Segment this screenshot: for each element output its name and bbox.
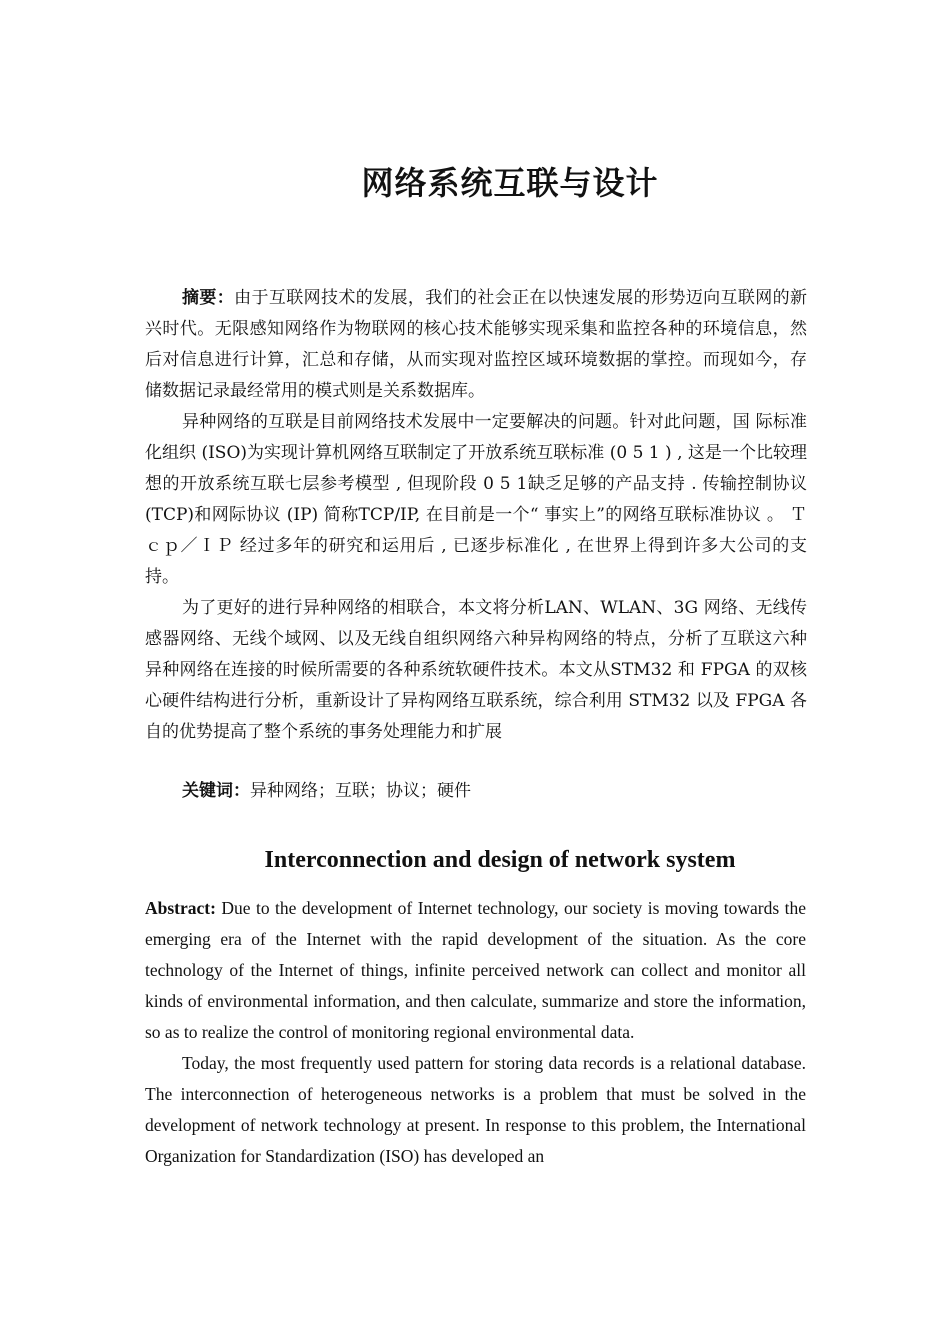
chinese-title: 网络系统互联与设计 xyxy=(361,164,659,202)
chinese-abstract xyxy=(145,283,807,748)
english-abstract-text-1: Due to the development of Internet technology, our society is moving towards the emerging era of the Internet with the rapid development of the situation. As the core technology of the Internet of things, infinite perceived network can collect and monitor all kinds of environmental information, and then calculate, summarize and store the information, so as to realize the control of monitoring regional environmental data. xyxy=(145,898,806,1042)
chinese-abstract-paragraph-1 xyxy=(145,283,807,407)
english-abstract xyxy=(145,893,806,1172)
keywords-text-cn: 异种网络；互联；协议；硬件 xyxy=(250,781,471,801)
english-title: Interconnection and design of network system xyxy=(264,847,736,873)
chinese-abstract-text-1: 由于互联网技术的发展，我们的社会正在以快速发展的形势迈向互联网的新兴时代。无限感知网络作为物联网的核心技术能够实现采集和监控各种的环境信息，然后对信息进行计算，汇总和存储，从而实现对监控区域环境数据的掌控。而现如今，存储数据记录最经常用的模式则是关系数据库。 xyxy=(145,288,808,401)
chinese-abstract-paragraph-3: 为了更好的进行异种网络的相联合，本文将分析LAN、WLAN、3G 网络、无线传感器网络、无线个域网、以及无线自组织网络六种异构网络的特点，分析了互联这六种异种网络在连接的时候所需要的各种系统软硬件技术。本文从STM32 和 FPGA 的双核心硬件结构进行分析，重新设计了异构网络互联系统，综合利用 STM32 以及 FPGA 各自的优势提高了整个系统的事务处理能力和扩展 xyxy=(145,598,807,742)
english-abstract-paragraph-2: Today, the most frequently used pattern for storing data records is a relational database. The interconnection of heterogeneous networks is a problem that must be solved in the development of network technology at present. In response to this problem, the International Organization for Standardization (ISO) has developed an xyxy=(145,1053,806,1166)
english-abstract-paragraph-1 xyxy=(145,893,806,1048)
abstract-label-en: Abstract: xyxy=(145,898,216,918)
keywords-label-cn: 关键词： xyxy=(182,781,250,801)
chinese-abstract-paragraph-2: 异种网络的互联是目前网络技术发展中一定要解决的问题。针对此问题，国 际标准化组织 (ISO)为实现计算机网络互联制定了开放系统互联标准 (0 5 1 ) , 这是一个比较理想的开放系统互联七层参考模型 , 但现阶段 0 5 1缺乏足够的产品支持 . 传输控制协议 (TCP)和网际协议 (IP) 简称TCP/IP, 在目前是一个“ 事实上”的网络互联标准协议 。 Ｔｃｐ／ＩＰ 经过多年的研究和运用后 , 已逐步标准化 , 在世界上得到许多大公司的支持。 xyxy=(145,412,807,587)
abstract-label-cn: 摘要： xyxy=(182,288,235,308)
chinese-keywords xyxy=(182,776,471,807)
